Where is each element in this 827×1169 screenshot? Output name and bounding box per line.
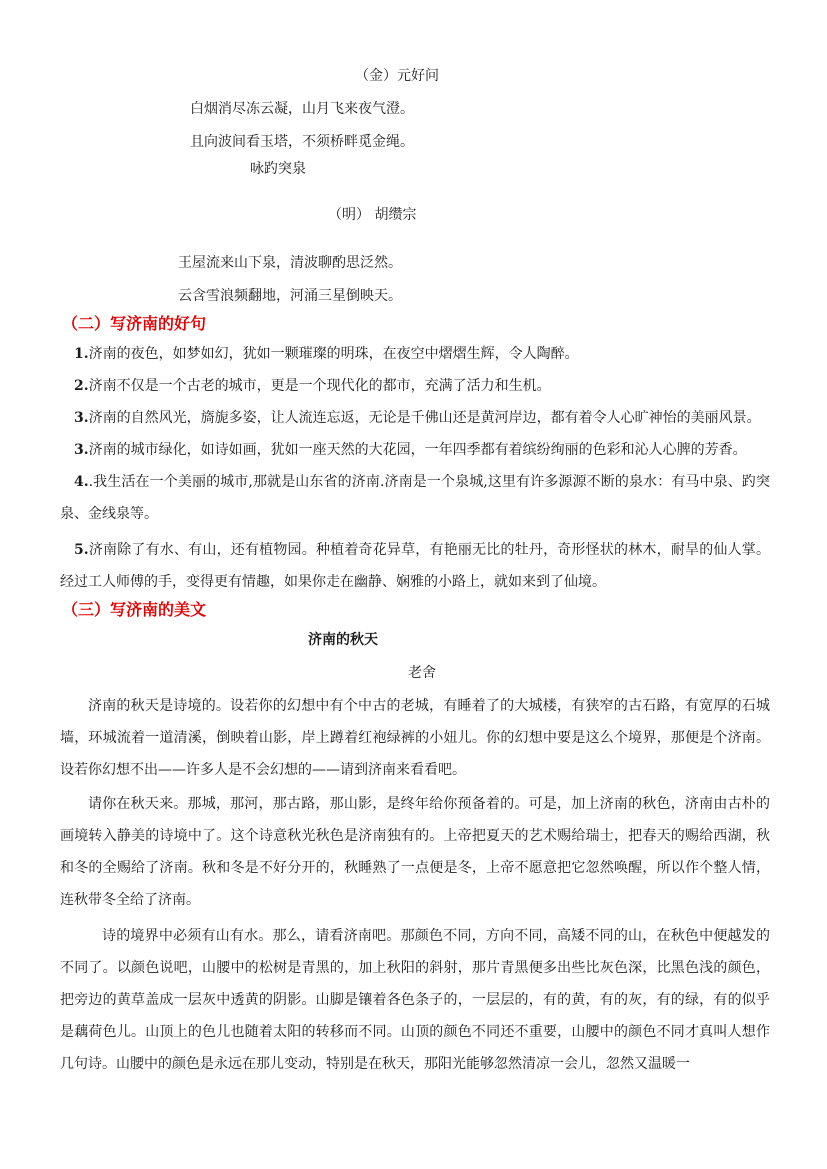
item-number: 5.: [74, 542, 89, 558]
sentence-item: [60, 434, 770, 466]
sentence-item: [60, 466, 770, 530]
item-text: 济南不仅是一个古老的城市，更是一个现代化的都市，充满了活力和生机。: [88, 378, 551, 394]
poem2-line2: 云含雪浪频翻地，河涌三星倒映天。: [178, 288, 402, 304]
article-paragraph: 诗的境界中必须有山有水。那么，请看济南吧。那颜色不同，方向不同，高矮不同的山，在秋色中便越发的不同了。以颜色说吧，山腰中的松树是青黑的，加上秋阳的斜射，那片青黑便多出些比灰色深，比黑色浅的颜色，把旁边的黄草盖成一层灰中透黄的阴影。山脚是镶着各色条子的，一层层的，有的黄，有的灰，有的绿，有的似乎是藕荷色儿。山顶上的色儿也随着太阳的转移而不同。山顶的颜色不同还不重要，山腰中的颜色不同才真叫人想作几句诗。山腰中的颜色是永远在那儿变动，特别是在秋天，那阳光能够忽然清凉一会儿，忽然又温暖一: [60, 928, 770, 1072]
poem1-line2: 且向波间看玉塔，不须桥畔觅金绳。: [190, 134, 414, 150]
poem2-author: （明） 胡缵宗: [328, 207, 417, 223]
item-number: 3.: [74, 410, 89, 426]
sentence-item: [60, 338, 770, 370]
sentence-item: [60, 534, 770, 598]
article-paragraph: 请你在秋天来。那城，那河，那古路，那山影，是终年给你预备着的。可是，加上济南的秋色，济南由古朴的画境转入静美的诗境中了。这个诗意秋光秋色是济南独有的。上帝把夏天的艺术赐给瑞士，把春天的赐给西湖，秋和冬的全赐给了济南。秋和冬是不好分开的，秋睡熟了一点便是冬，上帝不愿意把它忽然唤醒，所以作个整人情，连秋带冬全给了济南。: [60, 796, 770, 908]
article-title: 济南的秋天: [308, 632, 378, 648]
article-paragraph: 济南的秋天是诗境的。设若你的幻想中有个中古的老城，有睡着了的大城楼，有狭窄的古石路，有宽厚的石城墙，环城流着一道清溪，倒映着山影，岸上蹲着红袍绿裤的小妞儿。你的幻想中要是这么个境界，那便是个济南。设若你幻想不出——许多人是不会幻想的——请到济南来看看吧。: [60, 698, 770, 778]
section3-heading: （三）写济南的美文: [62, 600, 207, 619]
sentence-item: [60, 370, 770, 402]
poem2-line1: 王屋流来山下泉，清波聊酌思泛然。: [178, 255, 402, 271]
item-number: 2.: [74, 378, 89, 394]
item-text: 济南的城市绿化，如诗如画，犹如一座天然的大花园，一年四季都有着缤纷绚丽的色彩和沁人心脾的芳香。: [88, 442, 747, 458]
sentence-item: [60, 402, 770, 434]
poem2-title: 咏趵突泉: [250, 161, 306, 177]
poem1-line1: 白烟消尽冻云凝，山月飞来夜气澄。: [190, 101, 414, 117]
item-number: 1.: [74, 346, 89, 362]
section2-heading: （二）写济南的好句: [62, 314, 207, 333]
item-text: 济南除了有水、有山，还有植物园。种植着奇花异草，有艳丽无比的牡丹，奇形怪状的林木，耐旱的仙人掌。经过工人师傅的手，变得更有情趣，如果你走在幽静、娴雅的小路上，就如来到了仙境。: [60, 542, 770, 590]
item-text: .我生活在一个美丽的城市,那就是山东省的济南.济南是一个泉城,这里有许多源源不断的泉水：有马中泉、趵突泉、金线泉等。: [60, 474, 770, 522]
item-number: 4.: [74, 474, 89, 490]
article-author: 老舍: [408, 665, 436, 681]
item-text: 济南的夜色，如梦如幻，犹如一颗璀璨的明珠，在夜空中熠熠生辉，令人陶醉。: [88, 346, 579, 362]
item-text: 济南的自然风光，旖旎多姿，让人流连忘返，无论是千佛山还是黄河岸边，都有着令人心旷神怡的美丽风景。: [88, 410, 761, 426]
poem1-author: （金）元好问: [355, 68, 439, 84]
item-number: 3.: [74, 442, 89, 458]
